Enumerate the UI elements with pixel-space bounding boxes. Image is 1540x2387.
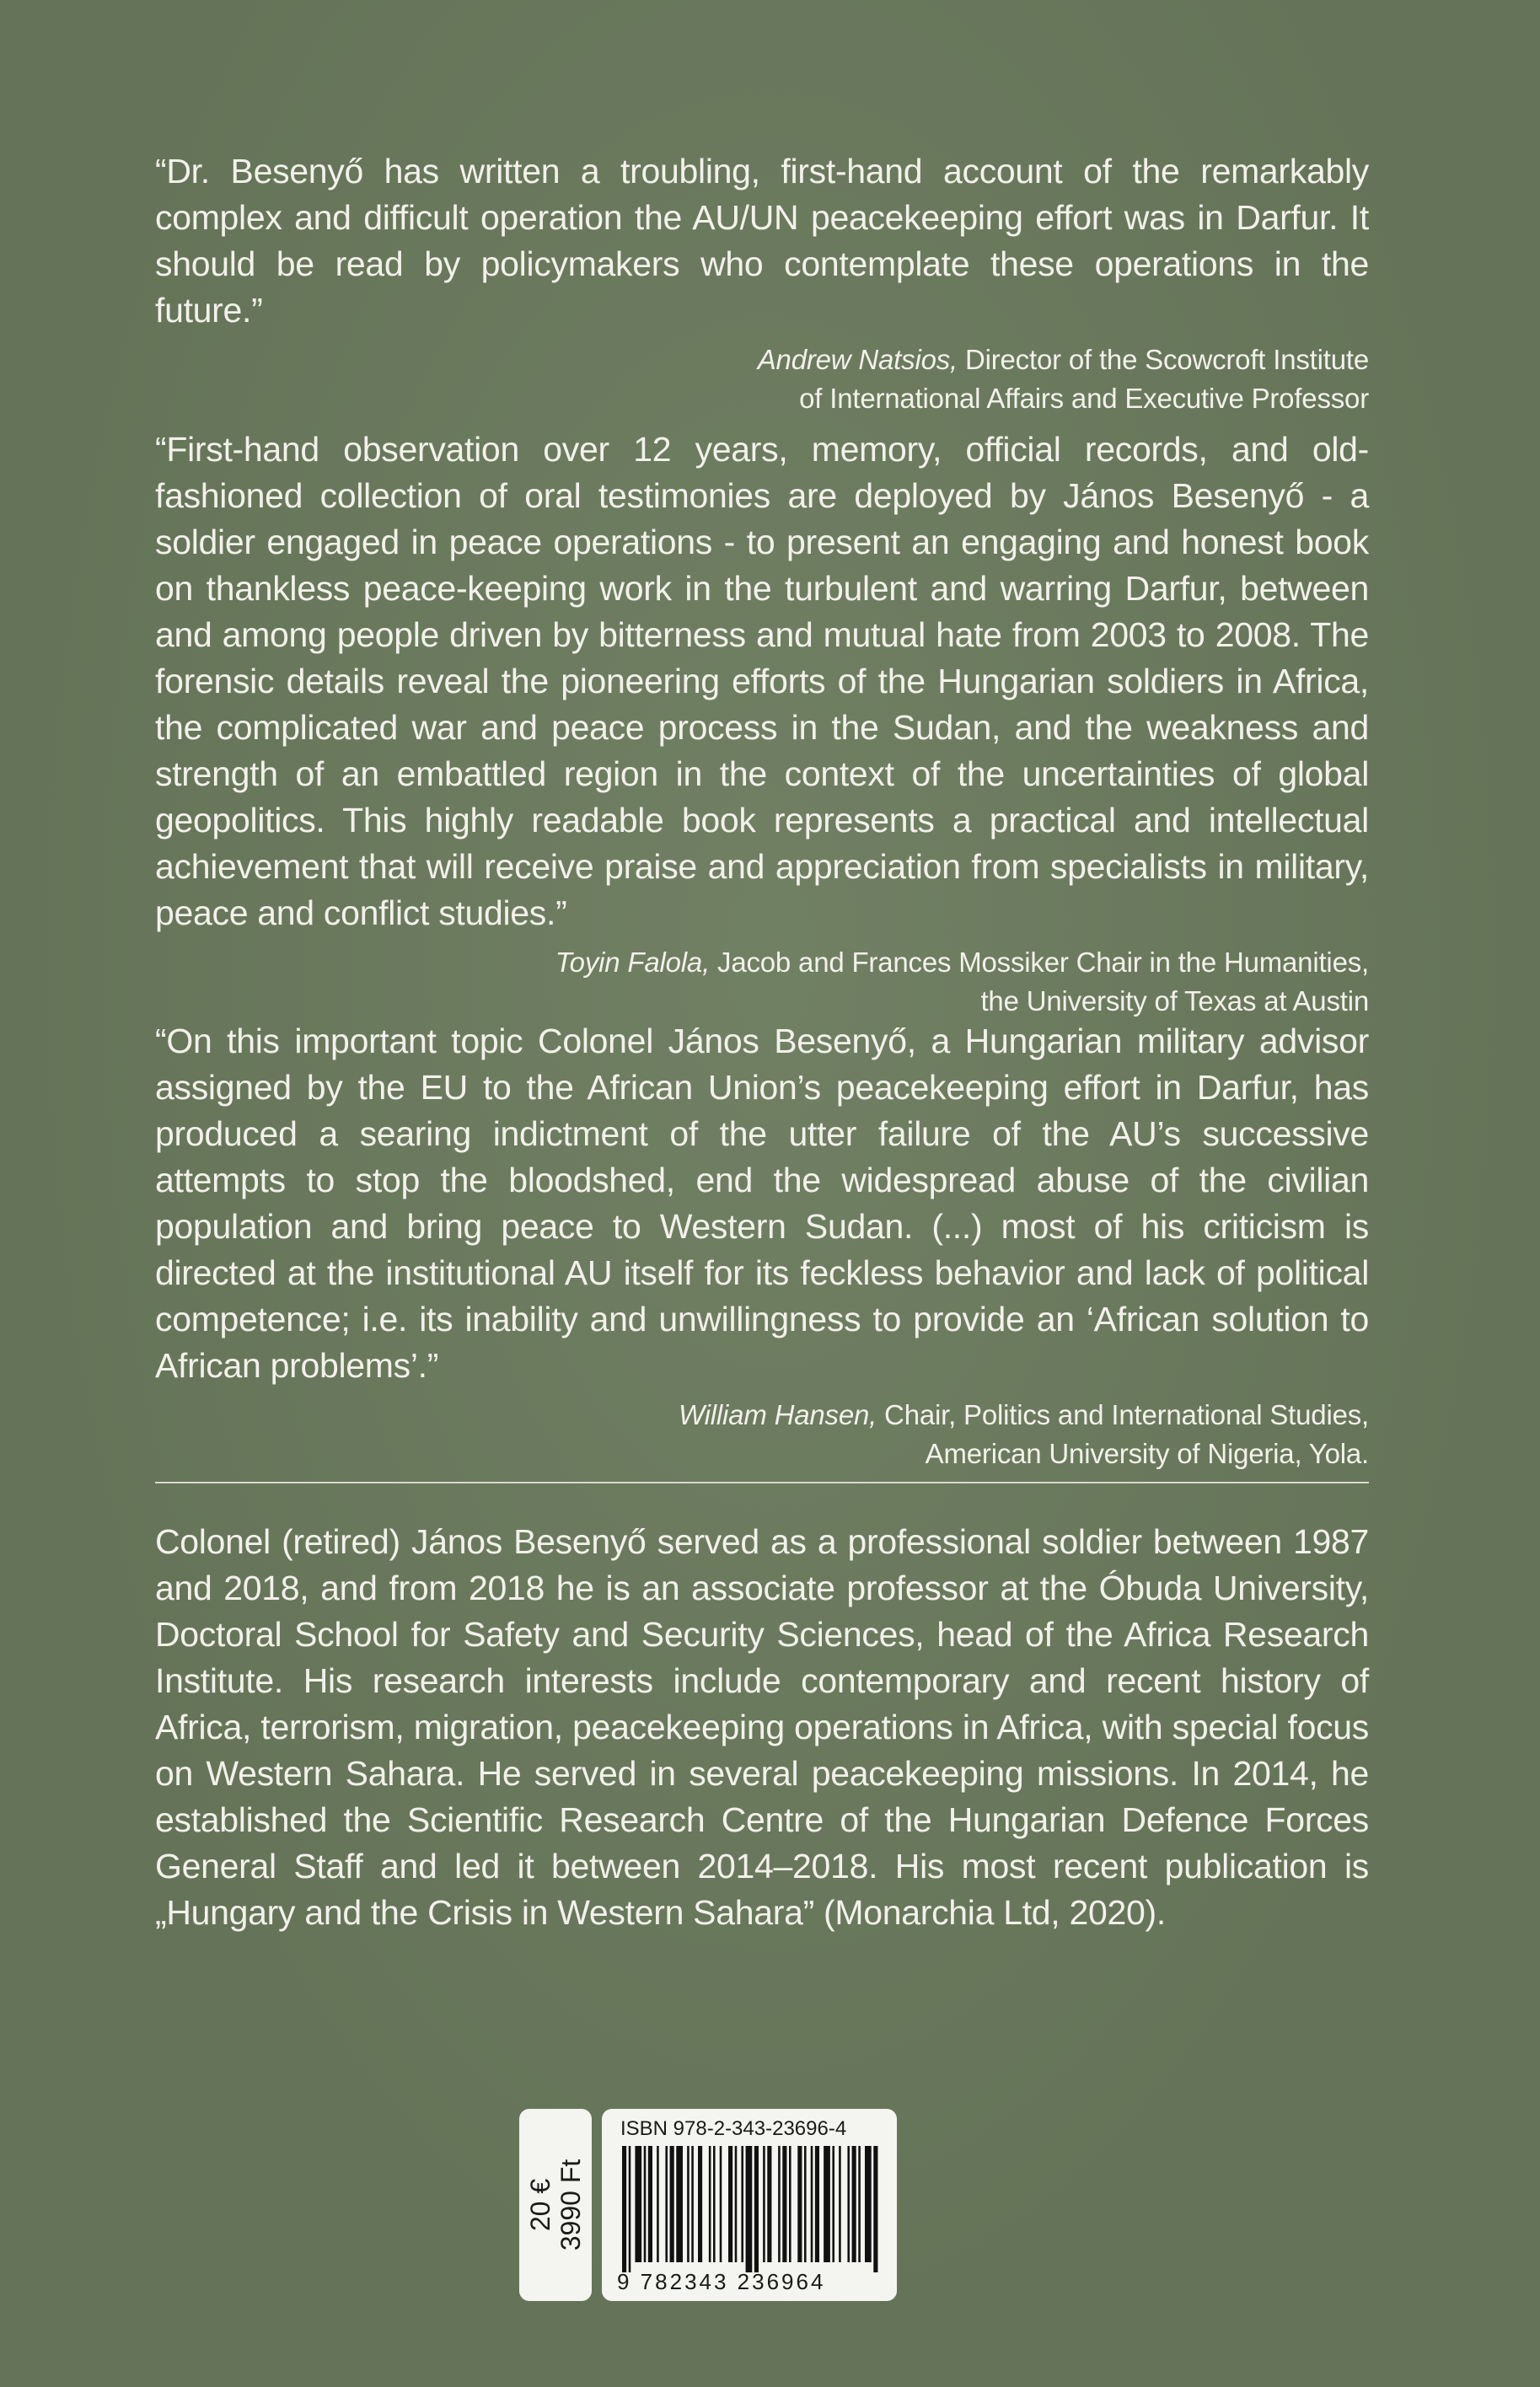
barcode-bar — [858, 2146, 861, 2262]
price-text — [525, 2159, 586, 2251]
barcode-bar — [698, 2146, 702, 2262]
quote-author-title: Chair, Politics and International Studies, — [877, 1399, 1369, 1430]
barcode-bar — [676, 2146, 683, 2262]
barcode-bar — [852, 2146, 856, 2262]
quote-attribution — [155, 943, 1369, 1021]
quote-text: “On this important topic Colonel János Besenyő, a Hungarian military advisor assigned by the EU to the African Union’s peacekeeping effort in Darfur, has produced a searing indictment of the utter failure of the AU’s successive attempts to stop the bloodshed, end the widespread abuse of the civilian population and bring peace to Western Sudan. (...) most of his criticism is directed at the institutional AU itself for its feckless behavior and lack of political competence; i.e. its inability and unwillingness to provide an ‘African solution to African problems’.” — [155, 1022, 1369, 1385]
barcode-bar — [763, 2146, 765, 2262]
barcode-bar — [778, 2146, 781, 2262]
barcode-bar — [665, 2146, 668, 2262]
barcode-digits: 9 782343 236964 — [617, 2269, 826, 2294]
quote-block — [155, 1018, 1369, 1473]
barcode-bar — [789, 2146, 791, 2262]
barcode-bar — [644, 2146, 647, 2262]
barcode-bar — [648, 2146, 652, 2262]
barcode-bar — [847, 2146, 850, 2262]
barcode-bar — [804, 2146, 807, 2262]
barcode-bar — [832, 2146, 834, 2262]
barcode-bar — [709, 2146, 711, 2262]
author-bio-text: Colonel (retired) János Besenyő served as a professional soldier between 1987 and 2018, and from 2018 he is an associate professor at the Óbuda University, Doctoral School for Safety and Security Sciences, head of the Africa Research Institute. His research interests include contemporary and recent history of Africa, terrorism, migration, peacekeeping operations in Africa, with special focus on Western Sahara. He served in several peacekeeping missions. In 2014, he established the Scientific Research Centre of the Hungarian Defence Forces General Staff and led it between 2014–2018. His most recent publication is „Hungary and the Crisis in Western Sahara” (Monarchia Ltd, 2020). — [155, 1522, 1369, 1932]
quote-author-affiliation: American University of Nigeria, Yola. — [925, 1438, 1369, 1469]
barcode-bar — [824, 2146, 830, 2262]
quote-text: “First-hand observation over 12 years, memory, official records, and old-fashioned collection of oral testimonies are deployed by János Besenyő - a soldier engaged in peace operations - to present an engaging and honest book on thankless peace-keeping work in the turbulent and warring Darfur, between and among people driven by bitterness and mutual hate from 2003 to 2008. The forensic details reveal the pioneering efforts of the Hungarian soldiers in Africa, the complicated war and peace process in the Sudan, and the weakness and strength of an embattled region in the context of the uncertainties of global geopolitics. This highly readable book represents a practical and intellectual achievement that will receive praise and appreciation from specialists in military, peace and conflict studies.” — [155, 430, 1369, 932]
author-bio — [155, 1519, 1369, 1936]
barcode-bar — [811, 2146, 813, 2262]
isbn-number: ISBN 978-2-343-23696-4 — [620, 2117, 847, 2140]
barcode-bar — [767, 2146, 771, 2262]
quote-author-title: Director of the Scowcroft Institute — [958, 344, 1369, 375]
barcode-bar — [622, 2146, 626, 2272]
barcode-bar — [728, 2146, 732, 2262]
barcode-bar — [691, 2146, 694, 2262]
barcode-bar — [873, 2146, 877, 2272]
barcode-bar — [839, 2146, 841, 2262]
barcode-bar — [782, 2146, 786, 2262]
barcode-bar — [657, 2146, 659, 2262]
quote-attribution — [155, 341, 1369, 418]
quote-author: Toyin Falola, — [555, 947, 711, 978]
barcode-bar — [797, 2146, 802, 2262]
barcode-icon — [622, 2146, 880, 2272]
price-huf: 3990 Ft — [555, 2159, 586, 2251]
barcode-bar — [746, 2146, 753, 2272]
barcode-bar — [687, 2146, 690, 2262]
quote-author-title: Jacob and Frances Mossiker Chair in the Humanities, — [710, 947, 1369, 978]
barcode-bar — [670, 2146, 674, 2262]
quote-author-affiliation: the University of Texas at Austin — [980, 985, 1369, 1016]
barcode-bar — [629, 2146, 631, 2272]
price-eur: 20 € — [525, 2178, 555, 2232]
quote-author-affiliation: of International Affairs and Executive Professor — [799, 383, 1369, 414]
quote-author: Andrew Natsios, — [757, 344, 958, 375]
quote-author: William Hansen, — [678, 1399, 877, 1430]
price-label — [519, 2109, 592, 2301]
quote-block — [155, 148, 1369, 418]
section-divider — [155, 1482, 1369, 1483]
barcode-bar — [720, 2146, 722, 2262]
barcode-bar — [735, 2146, 738, 2262]
isbn-barcode-label — [602, 2109, 897, 2301]
quote-block — [155, 426, 1369, 1021]
barcode-bar — [865, 2146, 872, 2262]
quote-text: “Dr. Besenyő has written a troubling, first-hand account of the remarkably complex and difficult operation the AU/UN peacekeeping effort was in Darfur. It should be read by policymakers who contemplate these operations in the future.” — [155, 152, 1369, 330]
barcode-bar — [713, 2146, 716, 2262]
barcode-bar — [635, 2146, 641, 2262]
barcode-bar — [741, 2146, 743, 2262]
barcode-bar — [754, 2146, 759, 2272]
barcode-bar — [815, 2146, 819, 2262]
quote-attribution — [155, 1396, 1369, 1473]
